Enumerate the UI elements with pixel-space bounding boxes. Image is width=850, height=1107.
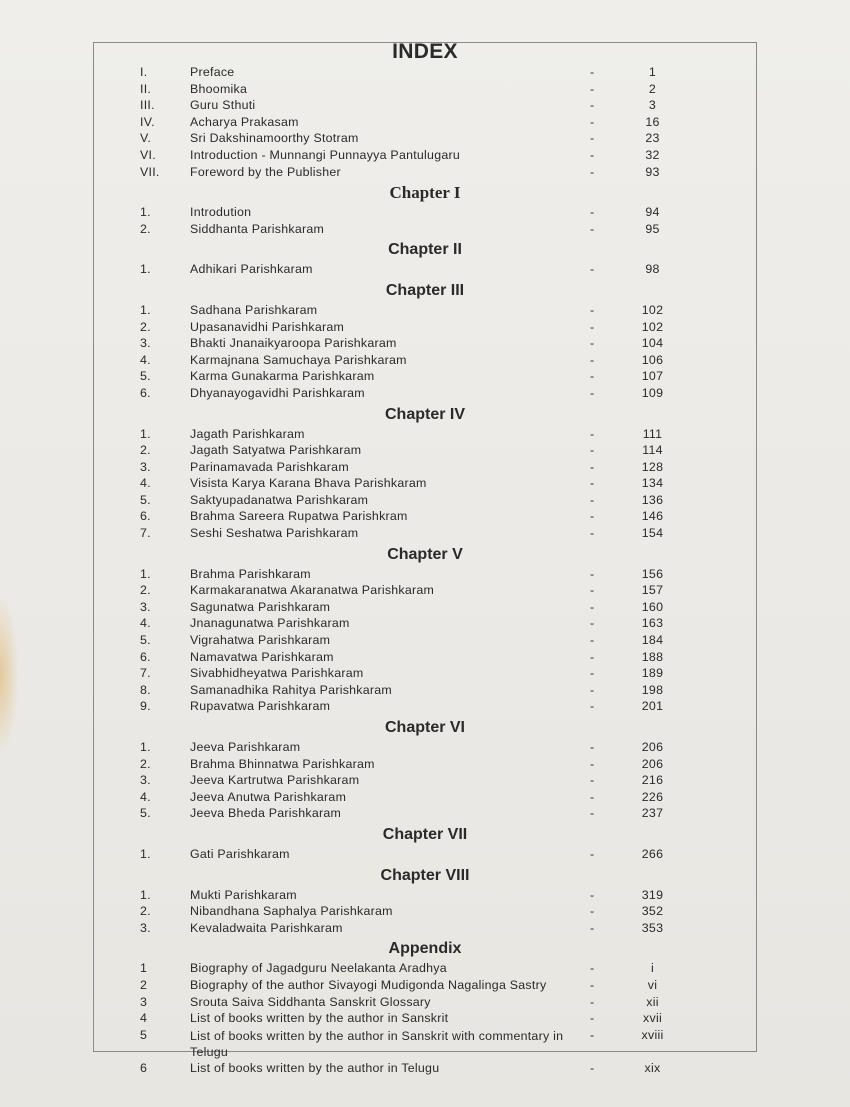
entry-page-number: 163	[641, 616, 664, 631]
entry-separator: -	[590, 459, 595, 474]
chapter-heading: Chapter VIII	[380, 866, 470, 884]
entry-number: 9.	[140, 699, 151, 714]
entry-number: 5.	[140, 633, 151, 648]
toc-entry	[0, 615, 850, 632]
entry-number: 3	[140, 994, 148, 1009]
toc-entry	[0, 261, 850, 278]
toc-entry	[0, 599, 850, 616]
entry-title: Sagunatwa Parishkaram	[190, 599, 331, 614]
entry-page-number: 106	[641, 352, 664, 367]
entry-title: Siddhanta Parishkaram	[190, 221, 325, 236]
entry-page-number: 93	[645, 164, 660, 179]
entry-title: Karmakaranatwa Akaranatwa Parishkaram	[190, 583, 435, 598]
entry-page-number: i	[650, 961, 654, 976]
entry-number: 2	[140, 977, 148, 992]
entry-page-number: 107	[641, 369, 664, 384]
entry-number: 5.	[140, 806, 151, 821]
entry-number: 3.	[140, 599, 151, 614]
toc-entry	[0, 805, 850, 822]
entry-separator: -	[590, 1027, 595, 1042]
toc-entry	[0, 302, 850, 319]
toc-entry	[0, 319, 850, 336]
entry-page-number: 1	[648, 65, 657, 79]
entry-title: Mukti Parishkaram	[190, 887, 297, 902]
entry-separator: -	[590, 492, 595, 507]
entry-separator: -	[590, 633, 595, 648]
entry-title: Saktyupadanatwa Parishkaram	[190, 492, 369, 507]
toc-entry	[0, 368, 850, 385]
toc-entry	[0, 335, 850, 352]
entry-number: III.	[140, 98, 155, 113]
entry-number: 3.	[140, 920, 151, 935]
entry-page-number: 94	[645, 205, 660, 220]
chapter-heading: Chapter V	[387, 545, 463, 563]
entry-number: V.	[140, 131, 152, 146]
toc-entry	[0, 97, 850, 114]
entry-page-number: 128	[641, 459, 664, 474]
entry-title: Jeeva Anutwa Parishkaram	[190, 789, 347, 804]
entry-number: 1.	[140, 426, 151, 441]
entry-title: Preface	[190, 65, 235, 79]
entry-page-number: 201	[641, 699, 664, 714]
entry-title: Bhakti Jnanaikyaroopa Parishkaram	[190, 336, 397, 351]
entry-title: Gati Parishkaram	[190, 846, 290, 861]
entry-page-number: 237	[641, 806, 664, 821]
toc-entry	[0, 508, 850, 525]
entry-page-number: xii	[646, 994, 659, 1009]
entry-title: Jagath Satyatwa Parishkaram	[190, 443, 362, 458]
entry-title: Jeeva Kartrutwa Parishkaram	[190, 773, 360, 788]
entry-title: Brahma Bhinnatwa Parishkaram	[190, 756, 375, 771]
entry-page-number: xvii	[643, 1011, 662, 1026]
entry-separator: -	[590, 369, 595, 384]
entry-page-number: 189	[641, 666, 664, 681]
entry-page-number: 266	[641, 846, 664, 861]
entry-separator: -	[590, 65, 595, 79]
entry-separator: -	[590, 164, 595, 179]
entry-separator: -	[590, 583, 595, 598]
entry-page-number: 102	[641, 319, 664, 334]
entry-page-number: 206	[641, 756, 664, 771]
chapter-heading: Chapter I	[389, 183, 461, 203]
entry-page-number: 114	[642, 443, 663, 458]
entry-number: 5	[140, 1027, 148, 1042]
entry-page-number: 109	[641, 385, 664, 400]
entry-title: Rupavatwa Parishkaram	[190, 699, 331, 714]
entry-separator: -	[590, 756, 595, 771]
entry-page-number: xix	[644, 1060, 661, 1075]
entry-separator: -	[590, 205, 595, 220]
entry-page-number: 95	[645, 221, 660, 236]
toc-entry	[0, 204, 850, 221]
page-title: INDEX	[392, 40, 458, 63]
toc-entry	[0, 130, 850, 147]
entry-separator: -	[590, 352, 595, 367]
toc-entry	[0, 756, 850, 773]
toc-entry	[0, 566, 850, 583]
entry-number: 7.	[140, 526, 151, 541]
entry-title: Sivabhidheyatwa Parishkaram	[190, 666, 364, 681]
entry-page-number: 319	[641, 887, 664, 902]
entry-number: VII.	[140, 164, 160, 179]
toc-entry	[0, 459, 850, 476]
toc-entry	[0, 665, 850, 682]
toc-entry	[0, 475, 850, 492]
toc-entry	[0, 1010, 850, 1027]
entry-number: 6.	[140, 385, 151, 400]
entry-number: VI.	[140, 147, 156, 162]
entry-title: Dhyanayogavidhi Parishkaram	[190, 385, 365, 400]
entry-separator: -	[590, 385, 595, 400]
entry-separator: -	[590, 98, 595, 113]
entry-separator: -	[590, 443, 595, 458]
toc-entry	[0, 1027, 850, 1060]
toc-entry	[0, 772, 850, 789]
entry-number: 8.	[140, 682, 151, 697]
entry-page-number: 352	[641, 904, 664, 919]
entry-separator: -	[590, 336, 595, 351]
entry-title: Jeeva Parishkaram	[190, 740, 301, 754]
entry-separator: -	[590, 81, 595, 96]
entry-number: 5.	[140, 369, 151, 384]
toc-entry	[0, 977, 850, 994]
entry-title: Acharya Prakasam	[190, 114, 299, 129]
entry-number: 1	[140, 961, 148, 976]
entry-title: Namavatwa Parishkaram	[190, 649, 334, 664]
toc-entry	[0, 164, 850, 181]
entry-title: Kevaladwaita Parishkaram	[190, 920, 343, 935]
entry-separator: -	[590, 649, 595, 664]
entry-title: List of books written by the author in Telugu	[190, 1060, 440, 1075]
entry-separator: -	[590, 887, 595, 902]
entry-title: Karmajnana Samuchaya Parishkaram	[190, 352, 407, 367]
entry-page-number: 16	[645, 114, 660, 129]
entry-number: 5.	[140, 492, 151, 507]
entry-separator: -	[590, 666, 595, 681]
toc-entry	[0, 426, 850, 443]
toc-entry	[0, 442, 850, 459]
toc-entry	[0, 920, 850, 937]
entry-page-number: xviii	[641, 1027, 664, 1042]
table-of-contents	[0, 64, 850, 1076]
entry-title: Brahma Parishkaram	[190, 566, 311, 581]
entry-page-number: 2	[648, 81, 657, 96]
entry-number: 2.	[140, 904, 151, 919]
entry-title: Seshi Seshatwa Parishkaram	[190, 526, 359, 541]
entry-separator: -	[590, 699, 595, 714]
chapter-heading: Chapter III	[385, 281, 465, 299]
entry-number: 1.	[140, 740, 151, 754]
toc-entry	[0, 960, 850, 977]
entry-title: Foreword by the Publisher	[190, 164, 341, 179]
toc-entry	[0, 147, 850, 164]
entry-number: 3.	[140, 459, 151, 474]
entry-number: 2.	[140, 443, 151, 458]
entry-number: 4.	[140, 352, 151, 367]
toc-entry	[0, 887, 850, 904]
entry-page-number: 3	[648, 98, 657, 113]
entry-title: Upasanavidhi Parishkaram	[190, 319, 345, 334]
entry-separator: -	[590, 147, 595, 162]
entry-number: I.	[140, 65, 148, 79]
entry-number: 1.	[140, 566, 151, 581]
entry-separator: -	[590, 789, 595, 804]
entry-page-number: 136	[641, 492, 664, 507]
chapter-heading: Appendix	[388, 940, 462, 958]
entry-page-number: 102	[641, 302, 664, 317]
toc-entry	[0, 221, 850, 238]
toc-entry	[0, 582, 850, 599]
entry-number: 6	[140, 1060, 148, 1075]
entry-title: Srouta Saiva Siddhanta Sanskrit Glossary	[190, 994, 431, 1009]
toc-entry	[0, 81, 850, 98]
entry-page-number: 184	[641, 633, 664, 648]
entry-page-number: 198	[641, 682, 664, 697]
toc-entry	[0, 789, 850, 806]
toc-entry	[0, 492, 850, 509]
entry-separator: -	[590, 773, 595, 788]
entry-title: Jnanagunatwa Parishkaram	[190, 616, 350, 631]
entry-separator: -	[590, 682, 595, 697]
entry-page-number: 154	[641, 526, 664, 541]
entry-title: Parinamavada Parishkaram	[190, 459, 349, 474]
entry-separator: -	[590, 509, 595, 524]
entry-page-number: 160	[641, 599, 664, 614]
entry-separator: -	[590, 1011, 595, 1026]
entry-title: Introduction - Munnangi Punnayya Pantulugaru	[190, 147, 460, 162]
entry-page-number: 23	[645, 131, 660, 146]
entry-number: 4	[140, 1011, 148, 1026]
entry-title: Jagath Parishkaram	[190, 426, 305, 441]
toc-entry	[0, 632, 850, 649]
entry-separator: -	[590, 476, 595, 491]
entry-title: Sri Dakshinamoorthy Stotram	[190, 131, 359, 146]
entry-page-number: 353	[641, 920, 664, 935]
entry-number: 1.	[140, 262, 151, 277]
entry-page-number: 104	[641, 336, 664, 351]
toc-entry	[0, 64, 850, 81]
entry-title: Sadhana Parishkaram	[190, 302, 318, 317]
entry-number: 4.	[140, 616, 151, 631]
entry-separator: -	[590, 114, 595, 129]
entry-number: 3.	[140, 336, 151, 351]
entry-number: 2.	[140, 756, 151, 771]
entry-title: Nibandhana Saphalya Parishkaram	[190, 904, 393, 919]
toc-entry	[0, 649, 850, 666]
entry-page-number: 134	[641, 476, 664, 491]
entry-separator: -	[590, 426, 595, 441]
entry-separator: -	[590, 806, 595, 821]
entry-separator: -	[590, 920, 595, 935]
entry-separator: -	[590, 616, 595, 631]
chapter-heading: Chapter VII	[382, 825, 468, 843]
entry-separator: -	[590, 977, 595, 992]
entry-title: Visista Karya Karana Bhava Parishkaram	[190, 476, 427, 491]
toc-entry	[0, 1060, 850, 1077]
entry-number: II.	[140, 81, 152, 96]
toc-entry	[0, 682, 850, 699]
toc-entry	[0, 994, 850, 1011]
entry-number: 1.	[140, 887, 151, 902]
chapter-heading: Chapter II	[388, 241, 462, 259]
entry-number: 4.	[140, 789, 151, 804]
entry-page-number: 157	[641, 583, 664, 598]
entry-page-number: 188	[641, 649, 664, 664]
entry-page-number: 111	[642, 426, 663, 441]
entry-separator: -	[590, 566, 595, 581]
entry-title: Guru Sthuti	[190, 98, 256, 113]
entry-page-number: vi	[647, 977, 658, 992]
entry-page-number: 226	[641, 789, 664, 804]
entry-title: Karma Gunakarma Parishkaram	[190, 369, 375, 384]
entry-title: Introdution	[190, 205, 252, 220]
entry-separator: -	[590, 994, 595, 1009]
entry-separator: -	[590, 302, 595, 317]
toc-entry	[0, 525, 850, 542]
entry-title: Biography of Jagadguru Neelakanta Aradhya	[190, 961, 447, 976]
entry-number: 7.	[140, 666, 151, 681]
entry-number: 1.	[140, 205, 151, 220]
entry-separator: -	[590, 262, 595, 277]
entry-title: Samanadhika Rahitya Parishkaram	[190, 682, 392, 697]
entry-page-number: 98	[645, 262, 660, 277]
toc-entry	[0, 739, 850, 756]
entry-title: Brahma Sareera Rupatwa Parishkram	[190, 509, 408, 524]
entry-title: Jeeva Bheda Parishkaram	[190, 806, 342, 821]
entry-separator: -	[590, 131, 595, 146]
entry-separator: -	[590, 961, 595, 976]
entry-number: 6.	[140, 649, 151, 664]
entry-number: IV.	[140, 114, 155, 129]
entry-separator: -	[590, 526, 595, 541]
entry-page-number: 32	[645, 147, 660, 162]
entry-number: 1.	[140, 302, 151, 317]
entry-number: 4.	[140, 476, 151, 491]
entry-number: 3.	[140, 773, 151, 788]
entry-page-number: 156	[641, 566, 664, 581]
entry-number: 2.	[140, 583, 151, 598]
entry-separator: -	[590, 740, 595, 754]
entry-separator: -	[590, 1060, 595, 1075]
entry-page-number: 206	[641, 740, 664, 754]
entry-page-number: 216	[641, 773, 664, 788]
entry-title: List of books written by the author in Sanskrit with commentary in Telugu	[190, 1028, 564, 1060]
entry-title: List of books written by the author in Sanskrit	[190, 1011, 449, 1026]
entry-separator: -	[590, 599, 595, 614]
toc-entry	[0, 698, 850, 715]
toc-entry	[0, 385, 850, 402]
toc-entry	[0, 846, 850, 863]
entry-title: Biography of the author Sivayogi Mudigonda Nagalinga Sastry	[190, 977, 547, 992]
chapter-heading: Chapter IV	[384, 405, 465, 423]
entry-separator: -	[590, 221, 595, 236]
entry-separator: -	[590, 319, 595, 334]
entry-title: Vigrahatwa Parishkaram	[190, 633, 331, 648]
entry-title: Adhikari Parishkaram	[190, 262, 313, 277]
toc-entry	[0, 352, 850, 369]
toc-entry	[0, 903, 850, 920]
toc-entry	[0, 114, 850, 131]
entry-number: 1.	[140, 846, 151, 861]
entry-number: 2.	[140, 221, 151, 236]
entry-page-number: 146	[641, 509, 664, 524]
entry-number: 2.	[140, 319, 151, 334]
entry-separator: -	[590, 846, 595, 861]
entry-number: 6.	[140, 509, 151, 524]
chapter-heading: Chapter VI	[384, 719, 465, 736]
entry-separator: -	[590, 904, 595, 919]
entry-title: Bhoomika	[190, 81, 248, 96]
